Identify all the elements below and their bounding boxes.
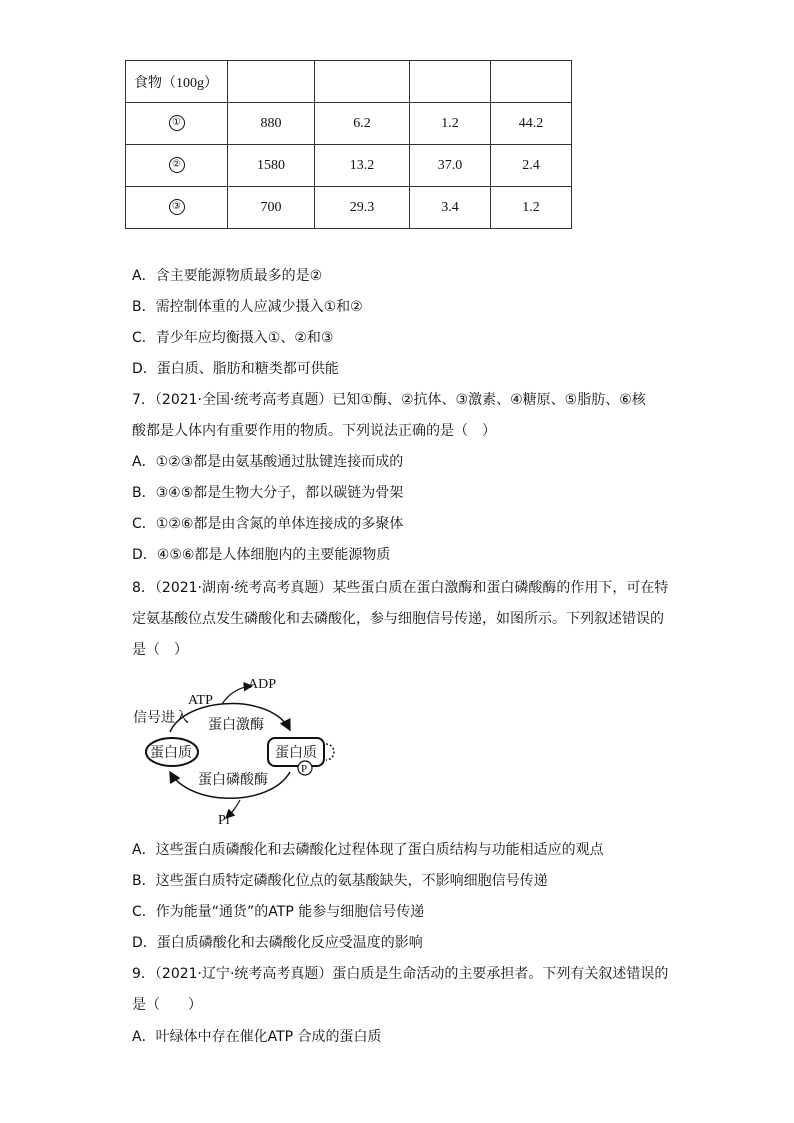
table-cell: 3.4 bbox=[410, 187, 491, 229]
table-row bbox=[126, 145, 572, 187]
q7-option-a: A．①②③都是由氨基酸通过肽键连接而成的 bbox=[132, 454, 404, 470]
table-cell: 1.2 bbox=[410, 103, 491, 145]
table-cell: 6.2 bbox=[315, 103, 410, 145]
q8-stem-end: 是（ ） bbox=[132, 642, 188, 658]
row-label: ① bbox=[126, 103, 228, 145]
protein-left-label: 蛋白质 bbox=[150, 745, 192, 761]
phosphate-label: P bbox=[301, 763, 308, 775]
q9-stem-cont: 是（ ） bbox=[132, 997, 202, 1013]
table-cell: 29.3 bbox=[315, 187, 410, 229]
row-label: ③ bbox=[126, 187, 228, 229]
q6-option-b: B．需控制体重的人应减少摄入①和② bbox=[132, 299, 363, 315]
table-cell: 880 bbox=[228, 103, 315, 145]
table-header-cell bbox=[410, 61, 491, 103]
adp-label: ADP bbox=[248, 677, 277, 692]
signal-label: 信号进入 bbox=[133, 710, 189, 726]
q8-stem-cont: 定氨基酸位点发生磷酸化和去磷酸化，参与细胞信号传递，如图所示。下列叙述错误的 bbox=[132, 611, 664, 627]
kinase-label: 蛋白激酶 bbox=[208, 717, 264, 733]
table-header-row bbox=[126, 61, 572, 103]
table-cell: 37.0 bbox=[410, 145, 491, 187]
q7-stem: 7．（2021·全国·统考高考真题）已知①酶、②抗体、③激素、④糖原、⑤脂肪、⑥核 bbox=[132, 392, 646, 408]
phosphatase-label: 蛋白磷酸酶 bbox=[198, 772, 268, 788]
q8-option-c: C．作为能量“通货”的ATP 能参与细胞信号传递 bbox=[132, 904, 425, 920]
table-cell: 1.2 bbox=[491, 187, 572, 229]
q9-stem: 9．（2021·辽宁·统考高考真题）蛋白质是生命活动的主要承担者。下列有关叙述错误的 bbox=[132, 966, 669, 982]
food-nutrient-table bbox=[125, 60, 572, 229]
q9-option-a: A．叶绿体中存在催化ATP 合成的蛋白质 bbox=[132, 1029, 382, 1045]
atp-label: ATP bbox=[188, 693, 213, 708]
table-row bbox=[126, 187, 572, 229]
q7-option-b: B．③④⑤都是生物大分子，都以碳链为骨架 bbox=[132, 485, 404, 501]
q6-option-a: A．含主要能源物质最多的是② bbox=[132, 268, 323, 284]
table-cell: 1580 bbox=[228, 145, 315, 187]
table-header-food: 食物（100g） bbox=[126, 61, 228, 103]
table-header-cell bbox=[228, 61, 315, 103]
q7-option-d: D．④⑤⑥都是人体细胞内的主要能源物质 bbox=[132, 547, 391, 563]
table-cell: 700 bbox=[228, 187, 315, 229]
table-cell: 13.2 bbox=[315, 145, 410, 187]
q7-option-c: C．①②⑥都是由含氮的单体连接成的多聚体 bbox=[132, 516, 404, 532]
q7-stem-cont: 酸都是人体内有重要作用的物质。下列说法正确的是（ ） bbox=[132, 423, 496, 439]
table-header-cell bbox=[315, 61, 410, 103]
table-row bbox=[126, 103, 572, 145]
q6-option-d: D．蛋白质、脂肪和糖类都可供能 bbox=[132, 361, 339, 377]
table-header-cell bbox=[491, 61, 572, 103]
phosphorylation-cycle-diagram bbox=[130, 672, 350, 832]
active-site-glow bbox=[326, 744, 334, 760]
q8-option-d: D．蛋白质磷酸化和去磷酸化反应受温度的影响 bbox=[132, 935, 423, 951]
q8-option-b: B．这些蛋白质特定磷酸化位点的氨基酸缺失，不影响细胞信号传递 bbox=[132, 873, 548, 889]
q6-option-c: C．青少年应均衡摄入①、②和③ bbox=[132, 330, 334, 346]
q8-stem: 8．（2021·湖南·统考高考真题）某些蛋白质在蛋白激酶和蛋白磷酸酶的作用下，可在特 bbox=[132, 580, 669, 596]
row-label: ② bbox=[126, 145, 228, 187]
protein-right-label: 蛋白质 bbox=[275, 745, 317, 761]
table-cell: 2.4 bbox=[491, 145, 572, 187]
pi-label: Pi bbox=[218, 813, 230, 828]
q8-option-a: A．这些蛋白质磷酸化和去磷酸化过程体现了蛋白质结构与功能相适应的观点 bbox=[132, 842, 604, 858]
table-cell: 44.2 bbox=[491, 103, 572, 145]
